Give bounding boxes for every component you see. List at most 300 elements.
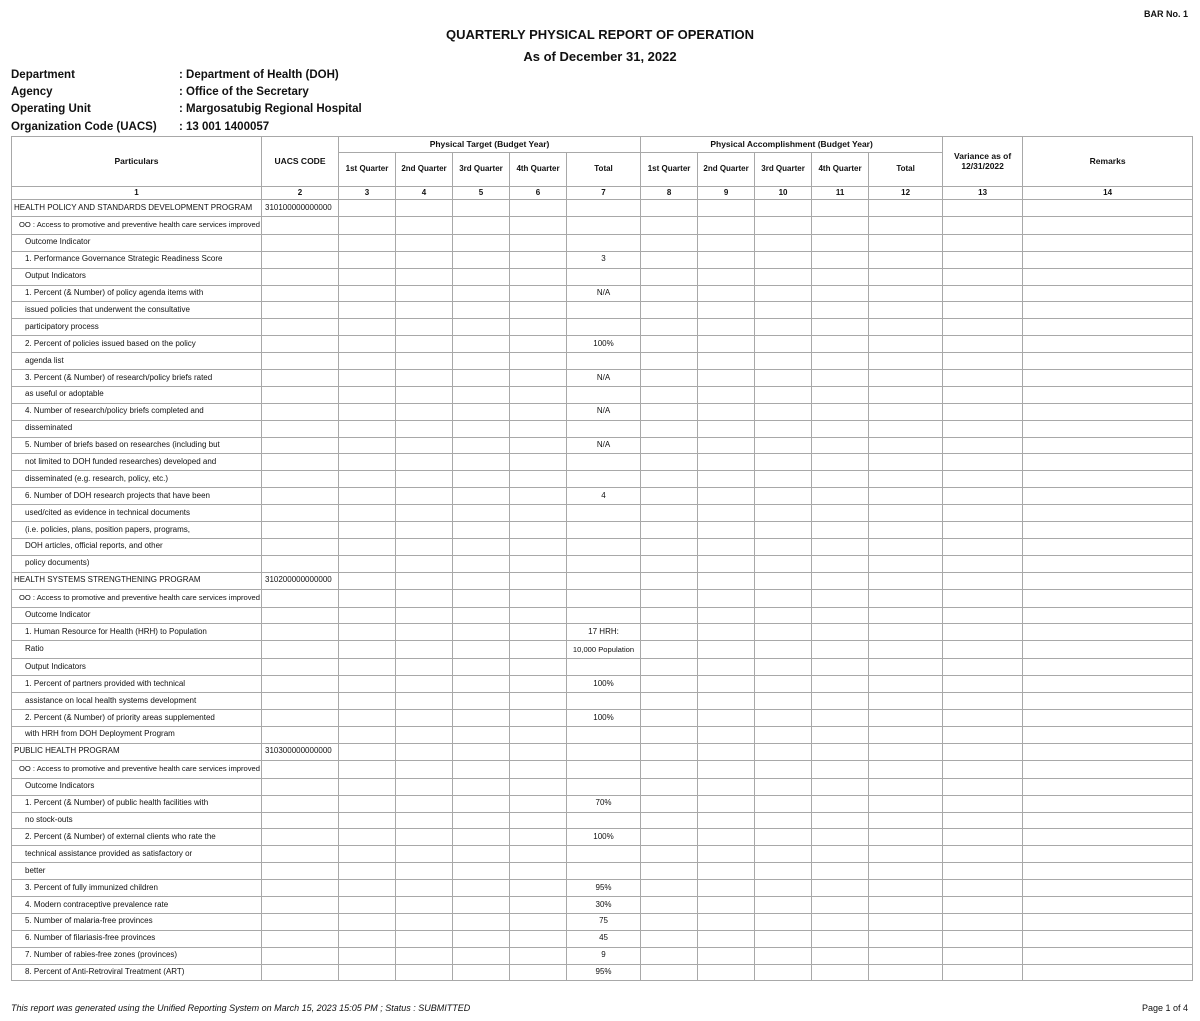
empty-cell bbox=[943, 572, 1023, 589]
empty-cell bbox=[339, 829, 396, 846]
empty-cell bbox=[396, 353, 453, 370]
empty-cell bbox=[396, 216, 453, 234]
column-number: 1 bbox=[12, 187, 262, 200]
info-value: : Office of the Secretary bbox=[179, 86, 309, 99]
table-row bbox=[12, 726, 1193, 743]
empty-cell bbox=[812, 268, 869, 285]
empty-cell bbox=[510, 693, 567, 710]
empty-cell bbox=[943, 829, 1023, 846]
target-total-cell bbox=[567, 353, 641, 370]
empty-cell bbox=[1023, 336, 1193, 353]
target-total-cell: N/A bbox=[567, 403, 641, 420]
empty-cell bbox=[1023, 538, 1193, 555]
empty-cell bbox=[396, 234, 453, 251]
empty-cell bbox=[453, 795, 510, 812]
empty-cell bbox=[1023, 743, 1193, 760]
empty-cell bbox=[755, 607, 812, 624]
info-label: Agency bbox=[11, 86, 53, 99]
empty-cell bbox=[869, 538, 943, 555]
particulars-cell: 8. Percent of Anti-Retroviral Treatment (ART) bbox=[12, 964, 262, 981]
empty-cell bbox=[1023, 659, 1193, 676]
empty-cell bbox=[755, 353, 812, 370]
empty-cell bbox=[339, 420, 396, 437]
empty-cell bbox=[812, 505, 869, 522]
empty-cell bbox=[396, 572, 453, 589]
particulars-cell: disseminated bbox=[12, 420, 262, 437]
target-total-cell: 95% bbox=[567, 964, 641, 981]
empty-cell bbox=[396, 812, 453, 829]
empty-cell bbox=[869, 863, 943, 880]
empty-cell bbox=[1023, 641, 1193, 659]
empty-cell bbox=[339, 522, 396, 539]
empty-cell bbox=[396, 336, 453, 353]
empty-cell bbox=[339, 234, 396, 251]
header-target-total: Total bbox=[567, 153, 641, 187]
empty-cell bbox=[396, 403, 453, 420]
empty-cell bbox=[510, 913, 567, 930]
target-total-cell bbox=[567, 572, 641, 589]
empty-cell bbox=[641, 251, 698, 268]
empty-cell bbox=[943, 659, 1023, 676]
empty-cell bbox=[698, 234, 755, 251]
empty-cell bbox=[453, 710, 510, 727]
info-value: : 13 001 1400057 bbox=[179, 120, 270, 133]
table-row bbox=[12, 538, 1193, 555]
empty-cell bbox=[396, 420, 453, 437]
empty-cell bbox=[453, 353, 510, 370]
empty-cell bbox=[943, 454, 1023, 471]
empty-cell bbox=[396, 760, 453, 778]
empty-cell bbox=[641, 589, 698, 607]
uacs-code-cell bbox=[262, 760, 339, 778]
empty-cell bbox=[943, 778, 1023, 795]
empty-cell bbox=[510, 624, 567, 641]
empty-cell bbox=[755, 812, 812, 829]
empty-cell bbox=[869, 216, 943, 234]
uacs-code-cell bbox=[262, 370, 339, 387]
empty-cell bbox=[510, 863, 567, 880]
empty-cell bbox=[943, 471, 1023, 488]
empty-cell bbox=[339, 268, 396, 285]
empty-cell bbox=[510, 370, 567, 387]
empty-cell bbox=[396, 370, 453, 387]
empty-cell bbox=[510, 505, 567, 522]
empty-cell bbox=[1023, 216, 1193, 234]
table-row bbox=[12, 896, 1193, 913]
empty-cell bbox=[698, 710, 755, 727]
empty-cell bbox=[453, 403, 510, 420]
empty-cell bbox=[869, 795, 943, 812]
empty-cell bbox=[698, 795, 755, 812]
uacs-code-cell bbox=[262, 930, 339, 947]
empty-cell bbox=[339, 760, 396, 778]
empty-cell bbox=[812, 403, 869, 420]
table-row bbox=[12, 370, 1193, 387]
particulars-cell: OO : Access to promotive and preventive health care services improved bbox=[12, 589, 262, 607]
empty-cell bbox=[698, 812, 755, 829]
empty-cell bbox=[641, 420, 698, 437]
empty-cell bbox=[510, 268, 567, 285]
empty-cell bbox=[755, 420, 812, 437]
target-total-cell: N/A bbox=[567, 285, 641, 302]
empty-cell bbox=[812, 812, 869, 829]
empty-cell bbox=[510, 471, 567, 488]
empty-cell bbox=[698, 641, 755, 659]
column-number: 3 bbox=[339, 187, 396, 200]
empty-cell bbox=[396, 964, 453, 981]
empty-cell bbox=[943, 216, 1023, 234]
empty-cell bbox=[510, 760, 567, 778]
empty-cell bbox=[453, 386, 510, 403]
empty-cell bbox=[641, 268, 698, 285]
empty-cell bbox=[641, 471, 698, 488]
empty-cell bbox=[943, 251, 1023, 268]
empty-cell bbox=[1023, 760, 1193, 778]
target-total-cell: 100% bbox=[567, 829, 641, 846]
empty-cell bbox=[755, 624, 812, 641]
column-number: 9 bbox=[698, 187, 755, 200]
particulars-cell: 1. Human Resource for Health (HRH) to Population bbox=[12, 624, 262, 641]
empty-cell bbox=[1023, 930, 1193, 947]
empty-cell bbox=[339, 386, 396, 403]
table-row bbox=[12, 420, 1193, 437]
empty-cell bbox=[641, 437, 698, 454]
empty-cell bbox=[339, 302, 396, 319]
target-total-cell: 100% bbox=[567, 336, 641, 353]
empty-cell bbox=[339, 693, 396, 710]
empty-cell bbox=[510, 200, 567, 217]
empty-cell bbox=[510, 641, 567, 659]
uacs-code-cell bbox=[262, 829, 339, 846]
empty-cell bbox=[1023, 234, 1193, 251]
empty-cell bbox=[698, 760, 755, 778]
empty-cell bbox=[812, 336, 869, 353]
empty-cell bbox=[698, 572, 755, 589]
empty-cell bbox=[698, 454, 755, 471]
empty-cell bbox=[453, 420, 510, 437]
empty-cell bbox=[641, 403, 698, 420]
empty-cell bbox=[1023, 624, 1193, 641]
uacs-code-cell bbox=[262, 641, 339, 659]
header-accomp-q2: 2nd Quarter bbox=[698, 153, 755, 187]
header-remarks: Remarks bbox=[1023, 137, 1193, 187]
empty-cell bbox=[812, 302, 869, 319]
empty-cell bbox=[869, 829, 943, 846]
empty-cell bbox=[755, 471, 812, 488]
particulars-cell: policy documents) bbox=[12, 555, 262, 572]
empty-cell bbox=[698, 726, 755, 743]
empty-cell bbox=[1023, 437, 1193, 454]
report-table bbox=[11, 136, 1193, 981]
empty-cell bbox=[812, 251, 869, 268]
particulars-cell: with HRH from DOH Deployment Program bbox=[12, 726, 262, 743]
empty-cell bbox=[453, 268, 510, 285]
target-total-cell bbox=[567, 555, 641, 572]
target-total-cell bbox=[567, 454, 641, 471]
empty-cell bbox=[943, 386, 1023, 403]
empty-cell bbox=[339, 251, 396, 268]
empty-cell bbox=[396, 522, 453, 539]
empty-cell bbox=[1023, 505, 1193, 522]
table-row bbox=[12, 710, 1193, 727]
particulars-cell: HEALTH SYSTEMS STRENGTHENING PROGRAM bbox=[12, 572, 262, 589]
empty-cell bbox=[339, 913, 396, 930]
empty-cell bbox=[943, 403, 1023, 420]
empty-cell bbox=[396, 829, 453, 846]
empty-cell bbox=[453, 812, 510, 829]
info-label: Department bbox=[11, 69, 75, 81]
table-row bbox=[12, 572, 1193, 589]
table-row bbox=[12, 795, 1193, 812]
empty-cell bbox=[755, 829, 812, 846]
empty-cell bbox=[641, 676, 698, 693]
empty-cell bbox=[641, 319, 698, 336]
target-total-cell bbox=[567, 200, 641, 217]
empty-cell bbox=[869, 572, 943, 589]
header-accomp-total: Total bbox=[869, 153, 943, 187]
empty-cell bbox=[641, 846, 698, 863]
empty-cell bbox=[812, 538, 869, 555]
uacs-code-cell bbox=[262, 403, 339, 420]
empty-cell bbox=[453, 555, 510, 572]
empty-cell bbox=[943, 370, 1023, 387]
empty-cell bbox=[943, 676, 1023, 693]
empty-cell bbox=[943, 947, 1023, 964]
particulars-cell: PUBLIC HEALTH PROGRAM bbox=[12, 743, 262, 760]
info-row-department bbox=[11, 69, 362, 86]
particulars-cell: disseminated (e.g. research, policy, etc.) bbox=[12, 471, 262, 488]
empty-cell bbox=[510, 251, 567, 268]
empty-cell bbox=[869, 607, 943, 624]
uacs-code-cell bbox=[262, 589, 339, 607]
empty-cell bbox=[641, 659, 698, 676]
empty-cell bbox=[339, 589, 396, 607]
target-total-cell: 3 bbox=[567, 251, 641, 268]
table-row bbox=[12, 454, 1193, 471]
empty-cell bbox=[396, 302, 453, 319]
empty-cell bbox=[641, 743, 698, 760]
empty-cell bbox=[1023, 471, 1193, 488]
target-total-cell: N/A bbox=[567, 370, 641, 387]
column-number: 12 bbox=[869, 187, 943, 200]
empty-cell bbox=[641, 572, 698, 589]
empty-cell bbox=[641, 454, 698, 471]
empty-cell bbox=[1023, 555, 1193, 572]
particulars-cell: 1. Performance Governance Strategic Readiness Score bbox=[12, 251, 262, 268]
footer-note: This report was generated using the Unified Reporting System on March 15, 2023 15:05 PM ; Status : SUBMITTED bbox=[11, 1003, 471, 1013]
empty-cell bbox=[396, 488, 453, 505]
target-total-cell bbox=[567, 268, 641, 285]
target-total-cell bbox=[567, 863, 641, 880]
uacs-code-cell bbox=[262, 964, 339, 981]
target-total-cell bbox=[567, 659, 641, 676]
empty-cell bbox=[339, 572, 396, 589]
empty-cell bbox=[396, 913, 453, 930]
empty-cell bbox=[943, 522, 1023, 539]
column-number: 11 bbox=[812, 187, 869, 200]
uacs-code-cell bbox=[262, 863, 339, 880]
empty-cell bbox=[869, 676, 943, 693]
empty-cell bbox=[1023, 370, 1193, 387]
empty-cell bbox=[453, 743, 510, 760]
empty-cell bbox=[339, 200, 396, 217]
empty-cell bbox=[396, 471, 453, 488]
empty-cell bbox=[698, 693, 755, 710]
empty-cell bbox=[510, 216, 567, 234]
particulars-cell: Outcome Indicators bbox=[12, 778, 262, 795]
uacs-code-cell bbox=[262, 471, 339, 488]
empty-cell bbox=[1023, 607, 1193, 624]
empty-cell bbox=[510, 522, 567, 539]
empty-cell bbox=[943, 420, 1023, 437]
empty-cell bbox=[641, 896, 698, 913]
table-row bbox=[12, 930, 1193, 947]
empty-cell bbox=[812, 420, 869, 437]
empty-cell bbox=[1023, 522, 1193, 539]
empty-cell bbox=[641, 880, 698, 897]
empty-cell bbox=[943, 607, 1023, 624]
empty-cell bbox=[1023, 319, 1193, 336]
empty-cell bbox=[453, 370, 510, 387]
empty-cell bbox=[869, 726, 943, 743]
empty-cell bbox=[1023, 913, 1193, 930]
empty-cell bbox=[641, 795, 698, 812]
column-number: 6 bbox=[510, 187, 567, 200]
empty-cell bbox=[869, 659, 943, 676]
table-row bbox=[12, 641, 1193, 659]
empty-cell bbox=[943, 726, 1023, 743]
target-total-cell bbox=[567, 812, 641, 829]
empty-cell bbox=[869, 234, 943, 251]
empty-cell bbox=[869, 846, 943, 863]
empty-cell bbox=[869, 251, 943, 268]
target-total-cell bbox=[567, 471, 641, 488]
empty-cell bbox=[698, 659, 755, 676]
empty-cell bbox=[755, 760, 812, 778]
empty-cell bbox=[641, 505, 698, 522]
empty-cell bbox=[755, 930, 812, 947]
header-target-q1: 1st Quarter bbox=[339, 153, 396, 187]
empty-cell bbox=[698, 370, 755, 387]
empty-cell bbox=[510, 795, 567, 812]
empty-cell bbox=[943, 437, 1023, 454]
empty-cell bbox=[755, 234, 812, 251]
empty-cell bbox=[943, 488, 1023, 505]
empty-cell bbox=[339, 624, 396, 641]
target-total-cell: 4 bbox=[567, 488, 641, 505]
uacs-code-cell bbox=[262, 353, 339, 370]
empty-cell bbox=[755, 896, 812, 913]
empty-cell bbox=[812, 676, 869, 693]
empty-cell bbox=[869, 964, 943, 981]
table-row bbox=[12, 760, 1193, 778]
empty-cell bbox=[698, 319, 755, 336]
empty-cell bbox=[396, 863, 453, 880]
target-total-cell: 75 bbox=[567, 913, 641, 930]
table-row bbox=[12, 471, 1193, 488]
empty-cell bbox=[339, 846, 396, 863]
empty-cell bbox=[641, 607, 698, 624]
empty-cell bbox=[869, 947, 943, 964]
empty-cell bbox=[755, 200, 812, 217]
empty-cell bbox=[869, 522, 943, 539]
column-number: 14 bbox=[1023, 187, 1193, 200]
target-total-cell bbox=[567, 778, 641, 795]
empty-cell bbox=[755, 572, 812, 589]
empty-cell bbox=[396, 726, 453, 743]
particulars-cell: Ratio bbox=[12, 641, 262, 659]
header-target-q4: 4th Quarter bbox=[510, 153, 567, 187]
empty-cell bbox=[943, 302, 1023, 319]
empty-cell bbox=[812, 913, 869, 930]
empty-cell bbox=[943, 555, 1023, 572]
empty-cell bbox=[812, 572, 869, 589]
empty-cell bbox=[510, 676, 567, 693]
empty-cell bbox=[698, 251, 755, 268]
particulars-cell: assistance on local health systems development bbox=[12, 693, 262, 710]
empty-cell bbox=[641, 216, 698, 234]
empty-cell bbox=[869, 896, 943, 913]
empty-cell bbox=[453, 726, 510, 743]
target-total-cell bbox=[567, 760, 641, 778]
empty-cell bbox=[396, 795, 453, 812]
empty-cell bbox=[869, 624, 943, 641]
empty-cell bbox=[339, 353, 396, 370]
empty-cell bbox=[755, 403, 812, 420]
particulars-cell: Output Indicators bbox=[12, 659, 262, 676]
empty-cell bbox=[812, 386, 869, 403]
empty-cell bbox=[510, 964, 567, 981]
empty-cell bbox=[641, 234, 698, 251]
empty-cell bbox=[812, 778, 869, 795]
uacs-code-cell bbox=[262, 538, 339, 555]
empty-cell bbox=[812, 846, 869, 863]
empty-cell bbox=[812, 353, 869, 370]
bar-number: BAR No. 1 bbox=[1143, 9, 1188, 19]
empty-cell bbox=[396, 285, 453, 302]
empty-cell bbox=[641, 930, 698, 947]
empty-cell bbox=[755, 555, 812, 572]
uacs-code-cell bbox=[262, 437, 339, 454]
empty-cell bbox=[339, 285, 396, 302]
empty-cell bbox=[869, 420, 943, 437]
empty-cell bbox=[698, 538, 755, 555]
empty-cell bbox=[510, 572, 567, 589]
empty-cell bbox=[1023, 353, 1193, 370]
table-row bbox=[12, 659, 1193, 676]
empty-cell bbox=[812, 896, 869, 913]
particulars-cell: 3. Percent (& Number) of research/policy briefs rated bbox=[12, 370, 262, 387]
empty-cell bbox=[510, 403, 567, 420]
empty-cell bbox=[641, 693, 698, 710]
empty-cell bbox=[510, 420, 567, 437]
uacs-code-cell: 310200000000000 bbox=[262, 572, 339, 589]
target-total-cell: 100% bbox=[567, 710, 641, 727]
empty-cell bbox=[510, 555, 567, 572]
uacs-code-cell bbox=[262, 812, 339, 829]
empty-cell bbox=[812, 863, 869, 880]
uacs-code-cell bbox=[262, 454, 339, 471]
empty-cell bbox=[510, 538, 567, 555]
empty-cell bbox=[755, 913, 812, 930]
empty-cell bbox=[943, 880, 1023, 897]
empty-cell bbox=[943, 812, 1023, 829]
target-total-cell bbox=[567, 386, 641, 403]
uacs-code-cell bbox=[262, 285, 339, 302]
empty-cell bbox=[641, 812, 698, 829]
empty-cell bbox=[812, 437, 869, 454]
empty-cell bbox=[812, 234, 869, 251]
